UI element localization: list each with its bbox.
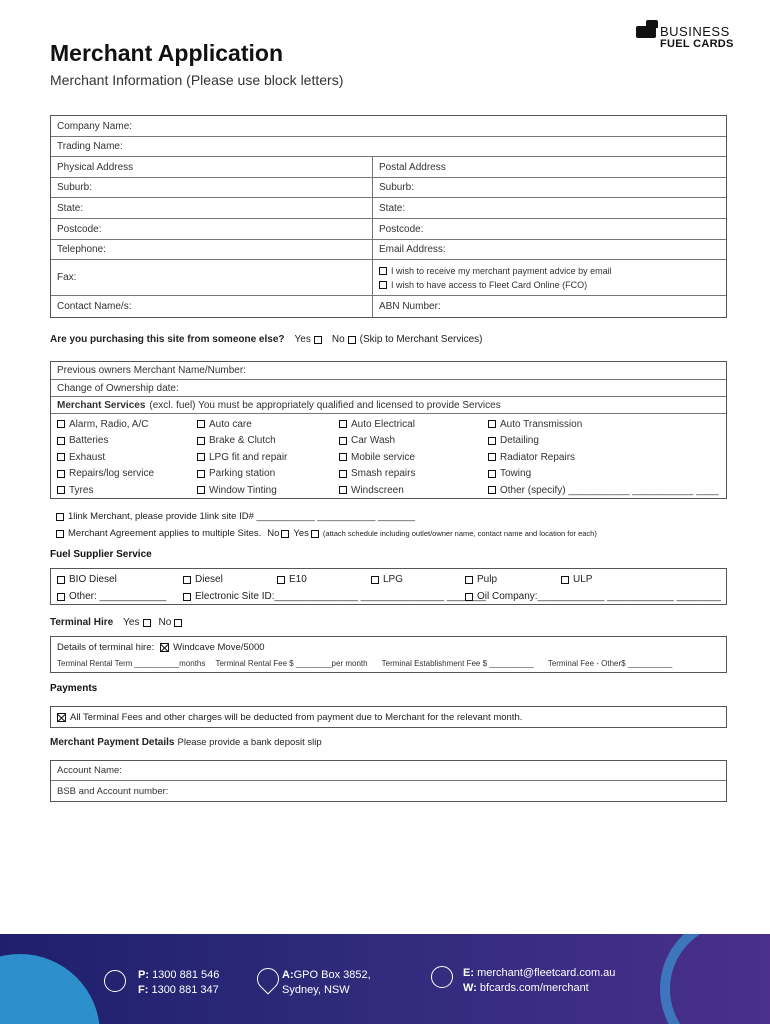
ownership-services-table bbox=[50, 361, 727, 499]
terminal-no-checkbox[interactable] bbox=[174, 619, 182, 627]
email-value[interactable]: merchant@fleetcard.com.au bbox=[477, 967, 616, 979]
services-grid bbox=[51, 414, 726, 498]
email-advice-checkbox[interactable] bbox=[379, 267, 387, 275]
fuel-label: Diesel bbox=[195, 574, 223, 585]
address-line1: GPO Box 3852, bbox=[293, 969, 371, 981]
service-checkbox[interactable] bbox=[488, 420, 496, 428]
service-label: Towing bbox=[500, 468, 532, 480]
brand-line1: BUSINESS bbox=[660, 24, 730, 39]
logo-mark-top-icon bbox=[646, 20, 658, 28]
fuel-checkbox[interactable] bbox=[277, 576, 285, 584]
fuel-label: ULP bbox=[573, 574, 593, 585]
rental-fee-field[interactable]: Terminal Rental Fee $ ________per month bbox=[215, 659, 368, 668]
fuel-checkbox[interactable] bbox=[561, 576, 569, 584]
purchase-no-label: No bbox=[331, 334, 345, 345]
terminal-yes-label: Yes bbox=[123, 617, 140, 628]
onelink-checkbox[interactable] bbox=[56, 513, 64, 521]
service-checkbox[interactable] bbox=[339, 453, 347, 461]
physical-suburb-field[interactable]: Suburb: bbox=[51, 178, 373, 197]
service-checkbox[interactable] bbox=[339, 437, 347, 445]
payment-details-heading: Merchant Payment Details bbox=[50, 737, 175, 748]
service-label: Auto Electrical bbox=[351, 418, 415, 430]
agreement-line bbox=[56, 528, 597, 539]
purchase-yes-checkbox[interactable] bbox=[314, 336, 322, 344]
service-label: Repairs/log service bbox=[69, 468, 155, 480]
service-checkbox[interactable] bbox=[197, 420, 205, 428]
terminal-details-box bbox=[50, 636, 727, 673]
service-checkbox[interactable] bbox=[339, 420, 347, 428]
fuel-supplier-box bbox=[50, 568, 727, 605]
fuel-checkbox[interactable] bbox=[57, 576, 65, 584]
footer-banner bbox=[0, 934, 770, 1024]
services-heading: Merchant Services bbox=[57, 399, 146, 411]
fuel-checkbox[interactable] bbox=[183, 576, 191, 584]
terminal-fees-row bbox=[57, 659, 672, 668]
account-name-field[interactable]: Account Name: bbox=[57, 765, 122, 776]
fco-access-label: I wish to have access to Fleet Card Online (FCO) bbox=[391, 279, 588, 290]
footer-decoration bbox=[660, 934, 770, 1024]
physical-address-label: Physical Address bbox=[51, 157, 373, 177]
fuel-label: LPG bbox=[383, 574, 404, 585]
service-label: LPG fit and repair bbox=[209, 451, 288, 463]
services-note: (excl. fuel) You must be appropriately qualified and licensed to provide Services bbox=[149, 399, 501, 411]
email-label: E: bbox=[463, 967, 474, 979]
payments-checked-icon[interactable] bbox=[57, 713, 66, 722]
brand-logo bbox=[636, 16, 742, 52]
purchase-question bbox=[50, 334, 482, 345]
location-pin-icon bbox=[252, 963, 283, 994]
merchant-info-table bbox=[50, 115, 727, 318]
fax-field[interactable]: Fax: bbox=[51, 260, 373, 295]
abn-field[interactable]: ABN Number: bbox=[379, 301, 441, 312]
service-checkbox[interactable] bbox=[197, 470, 205, 478]
agreement-note: (attach schedule including outlet/owner name, contact name and location for each) bbox=[322, 529, 597, 538]
service-checkbox[interactable] bbox=[339, 486, 347, 494]
phone-label: P: bbox=[138, 969, 149, 981]
contact-name-field[interactable]: Contact Name/s: bbox=[51, 296, 373, 317]
fuel-checkbox[interactable] bbox=[371, 576, 379, 584]
service-label: Car Wash bbox=[351, 435, 396, 447]
service-checkbox[interactable] bbox=[57, 453, 65, 461]
windcave-checked-icon[interactable] bbox=[160, 643, 169, 652]
payments-heading: Payments bbox=[50, 683, 98, 694]
email-field[interactable]: Email Address: bbox=[379, 244, 446, 255]
service-checkbox[interactable] bbox=[197, 453, 205, 461]
fax-value: 1300 881 347 bbox=[151, 984, 219, 996]
service-checkbox[interactable] bbox=[197, 437, 205, 445]
physical-state-field[interactable]: State: bbox=[51, 198, 373, 218]
onelink-line bbox=[56, 511, 415, 522]
brand-line2: FUEL CARDS bbox=[660, 38, 734, 50]
fuel-other-checkbox[interactable] bbox=[57, 593, 65, 601]
purchase-question-text: Are you purchasing this site from someone else? bbox=[50, 334, 285, 345]
postal-suburb-field[interactable]: Suburb: bbox=[379, 182, 415, 193]
agreement-label: Merchant Agreement applies to multiple Sites. bbox=[68, 528, 262, 539]
purchase-note: (Skip to Merchant Services) bbox=[359, 334, 483, 345]
service-label: Parking station bbox=[209, 468, 276, 480]
purchase-no-checkbox[interactable] bbox=[348, 336, 356, 344]
web-value[interactable]: bfcards.com/merchant bbox=[479, 982, 589, 994]
telephone-field[interactable]: Telephone: bbox=[51, 240, 373, 259]
terminal-details-label: Details of terminal hire: bbox=[57, 642, 155, 653]
postal-address-label: Postal Address bbox=[379, 161, 446, 173]
payment-details-note: Please provide a bank deposit slip bbox=[177, 737, 322, 748]
agreement-no-label: No bbox=[267, 528, 280, 539]
service-checkbox[interactable] bbox=[57, 437, 65, 445]
service-label: Window Tinting bbox=[209, 484, 277, 496]
email-advice-label: I wish to receive my merchant payment advice by email bbox=[391, 265, 612, 276]
service-other-label: Other (specify) ___________ ___________ ____ bbox=[500, 484, 719, 496]
fco-access-checkbox[interactable] bbox=[379, 281, 387, 289]
service-label: Radiator Repairs bbox=[500, 451, 576, 463]
agreement-no-checkbox[interactable] bbox=[281, 530, 289, 538]
terminal-no-label: No bbox=[158, 617, 172, 628]
agreement-yes-label: Yes bbox=[293, 528, 309, 539]
service-label: Smash repairs bbox=[351, 468, 416, 480]
service-checkbox[interactable] bbox=[488, 437, 496, 445]
footer-decoration bbox=[0, 954, 100, 1024]
physical-postcode-field[interactable]: Postcode: bbox=[51, 219, 373, 239]
service-checkbox[interactable] bbox=[57, 470, 65, 478]
agreement-checkbox[interactable] bbox=[56, 530, 64, 538]
phone-icon bbox=[104, 970, 126, 992]
purchase-yes-label: Yes bbox=[294, 334, 311, 345]
page-title: Merchant Application bbox=[50, 40, 283, 66]
company-name-field[interactable]: Company Name: bbox=[57, 120, 133, 132]
service-checkbox[interactable] bbox=[339, 470, 347, 478]
fuel-heading: Fuel Supplier Service bbox=[50, 549, 152, 560]
fuel-other-label: Other: ____________ bbox=[69, 591, 167, 602]
service-label: Mobile service bbox=[351, 451, 415, 463]
footer-address bbox=[282, 968, 371, 998]
payments-text: All Terminal Fees and other charges will be deducted from payment due to Merchant for the relevant month. bbox=[70, 711, 523, 723]
service-other-checkbox[interactable] bbox=[488, 486, 496, 494]
address-label: A: bbox=[282, 969, 294, 981]
terminal-hire-line bbox=[50, 617, 186, 628]
fuel-label: BIO Diesel bbox=[69, 574, 117, 585]
bank-details-table bbox=[50, 760, 727, 802]
service-label: Tyres bbox=[69, 484, 94, 496]
agreement-yes-checkbox[interactable] bbox=[311, 530, 319, 538]
footer-contact bbox=[463, 966, 615, 996]
service-label: Batteries bbox=[69, 435, 109, 447]
terminal-yes-checkbox[interactable] bbox=[143, 619, 151, 627]
oil-company-label: Oil Company:____________ ____________ ________ bbox=[477, 591, 722, 602]
terminal-heading: Terminal Hire bbox=[50, 617, 114, 628]
service-checkbox[interactable] bbox=[57, 420, 65, 428]
payment-details-line bbox=[50, 737, 322, 748]
service-label: Alarm, Radio, A/C bbox=[69, 418, 149, 430]
globe-icon bbox=[431, 966, 453, 988]
electronic-site-label: Electronic Site ID:_______________ _______________ _______ bbox=[195, 591, 486, 602]
fuel-label: E10 bbox=[289, 574, 307, 585]
service-label: Detailing bbox=[500, 435, 539, 447]
payments-box bbox=[50, 706, 727, 728]
web-label: W: bbox=[463, 982, 477, 994]
service-label: Auto care bbox=[209, 418, 252, 430]
service-label: Brake & Clutch bbox=[209, 435, 276, 447]
postal-state-field[interactable]: State: bbox=[379, 202, 406, 214]
previous-owner-field[interactable]: Previous owners Merchant Name/Number: bbox=[57, 365, 246, 376]
service-label: Auto Transmission bbox=[500, 418, 583, 430]
service-label: Windscreen bbox=[351, 484, 404, 496]
page-subtitle: Merchant Information (Please use block letters) bbox=[50, 72, 344, 88]
trading-name-field[interactable]: Trading Name: bbox=[57, 141, 123, 152]
service-checkbox[interactable] bbox=[197, 486, 205, 494]
electronic-site-checkbox[interactable] bbox=[183, 593, 191, 601]
service-checkbox[interactable] bbox=[57, 486, 65, 494]
other-fee-field[interactable]: Terminal Fee - Other$ __________ bbox=[547, 659, 673, 668]
service-label: Exhaust bbox=[69, 451, 106, 463]
bsb-account-field[interactable]: BSB and Account number: bbox=[57, 785, 169, 797]
footer-phone bbox=[138, 968, 219, 998]
postal-postcode-field[interactable]: Postcode: bbox=[379, 223, 424, 235]
fax-label: F: bbox=[138, 984, 149, 996]
onelink-label: 1link Merchant, please provide 1link site ID# ___________ ___________ _______ bbox=[68, 511, 416, 522]
terminal-details-value: Windcave Move/5000 bbox=[173, 642, 265, 653]
oil-company-checkbox[interactable] bbox=[465, 593, 473, 601]
establishment-fee-field[interactable]: Terminal Establishment Fee $ __________ bbox=[381, 659, 534, 668]
change-date-field[interactable]: Change of Ownership date: bbox=[57, 382, 179, 394]
fuel-label: Pulp bbox=[477, 574, 498, 585]
address-line2: Sydney, NSW bbox=[282, 984, 350, 996]
rental-term-field[interactable]: Terminal Rental Term __________months bbox=[57, 659, 206, 668]
service-checkbox[interactable] bbox=[488, 470, 496, 478]
phone-value: 1300 881 546 bbox=[152, 969, 220, 981]
service-checkbox[interactable] bbox=[488, 453, 496, 461]
fuel-checkbox[interactable] bbox=[465, 576, 473, 584]
